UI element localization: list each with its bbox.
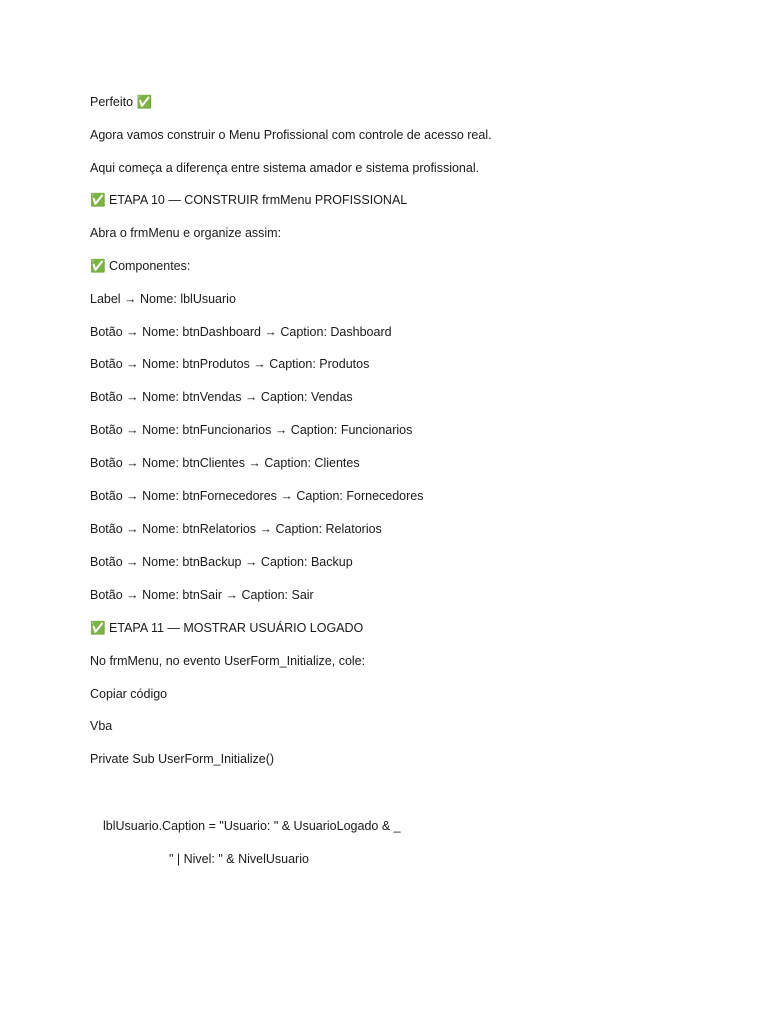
component-item: Botão → Nome: btnClientes → Caption: Clientes [90, 456, 360, 470]
code-line: lblUsuario.Caption = "Usuario: " & UsuarioLogado & _ [103, 819, 401, 833]
component-item: Botão → Nome: btnFornecedores → Caption: Fornecedores [90, 489, 424, 503]
component-item: Label → Nome: lblUsuario [90, 292, 236, 306]
subsection-heading: ✅ Componentes: [90, 259, 191, 273]
component-item: Botão → Nome: btnProdutos → Caption: Produtos [90, 357, 370, 371]
copy-code-label: Copiar código [90, 687, 168, 701]
code-line: " | Nivel: " & NivelUsuario [169, 852, 309, 866]
section-heading: ✅ ETAPA 11 — MOSTRAR USUÁRIO LOGADO [90, 621, 364, 635]
component-item: Botão → Nome: btnVendas → Caption: Vendas [90, 390, 353, 404]
code-line: Private Sub UserForm_Initialize() [90, 752, 275, 766]
section-heading: ✅ ETAPA 10 — CONSTRUIR frmMenu PROFISSIONAL [90, 193, 408, 207]
intro-line: Perfeito ✅ [90, 95, 153, 109]
component-item: Botão → Nome: btnSair → Caption: Sair [90, 588, 314, 602]
paragraph-line: Aqui começa a diferença entre sistema amador e sistema profissional. [90, 161, 480, 175]
component-item: Botão → Nome: btnBackup → Caption: Backup [90, 555, 353, 569]
paragraph-line: No frmMenu, no evento UserForm_Initialize, cole: [90, 654, 366, 668]
component-item: Botão → Nome: btnFuncionarios → Caption: Funcionarios [90, 423, 413, 437]
paragraph-line: Agora vamos construir o Menu Profissional com controle de acesso real. [90, 128, 492, 142]
component-item: Botão → Nome: btnRelatorios → Caption: Relatorios [90, 522, 382, 536]
paragraph-line: Abra o frmMenu e organize assim: [90, 226, 282, 240]
component-item: Botão → Nome: btnDashboard → Caption: Dashboard [90, 325, 392, 339]
code-language-label: Vba [90, 719, 113, 733]
